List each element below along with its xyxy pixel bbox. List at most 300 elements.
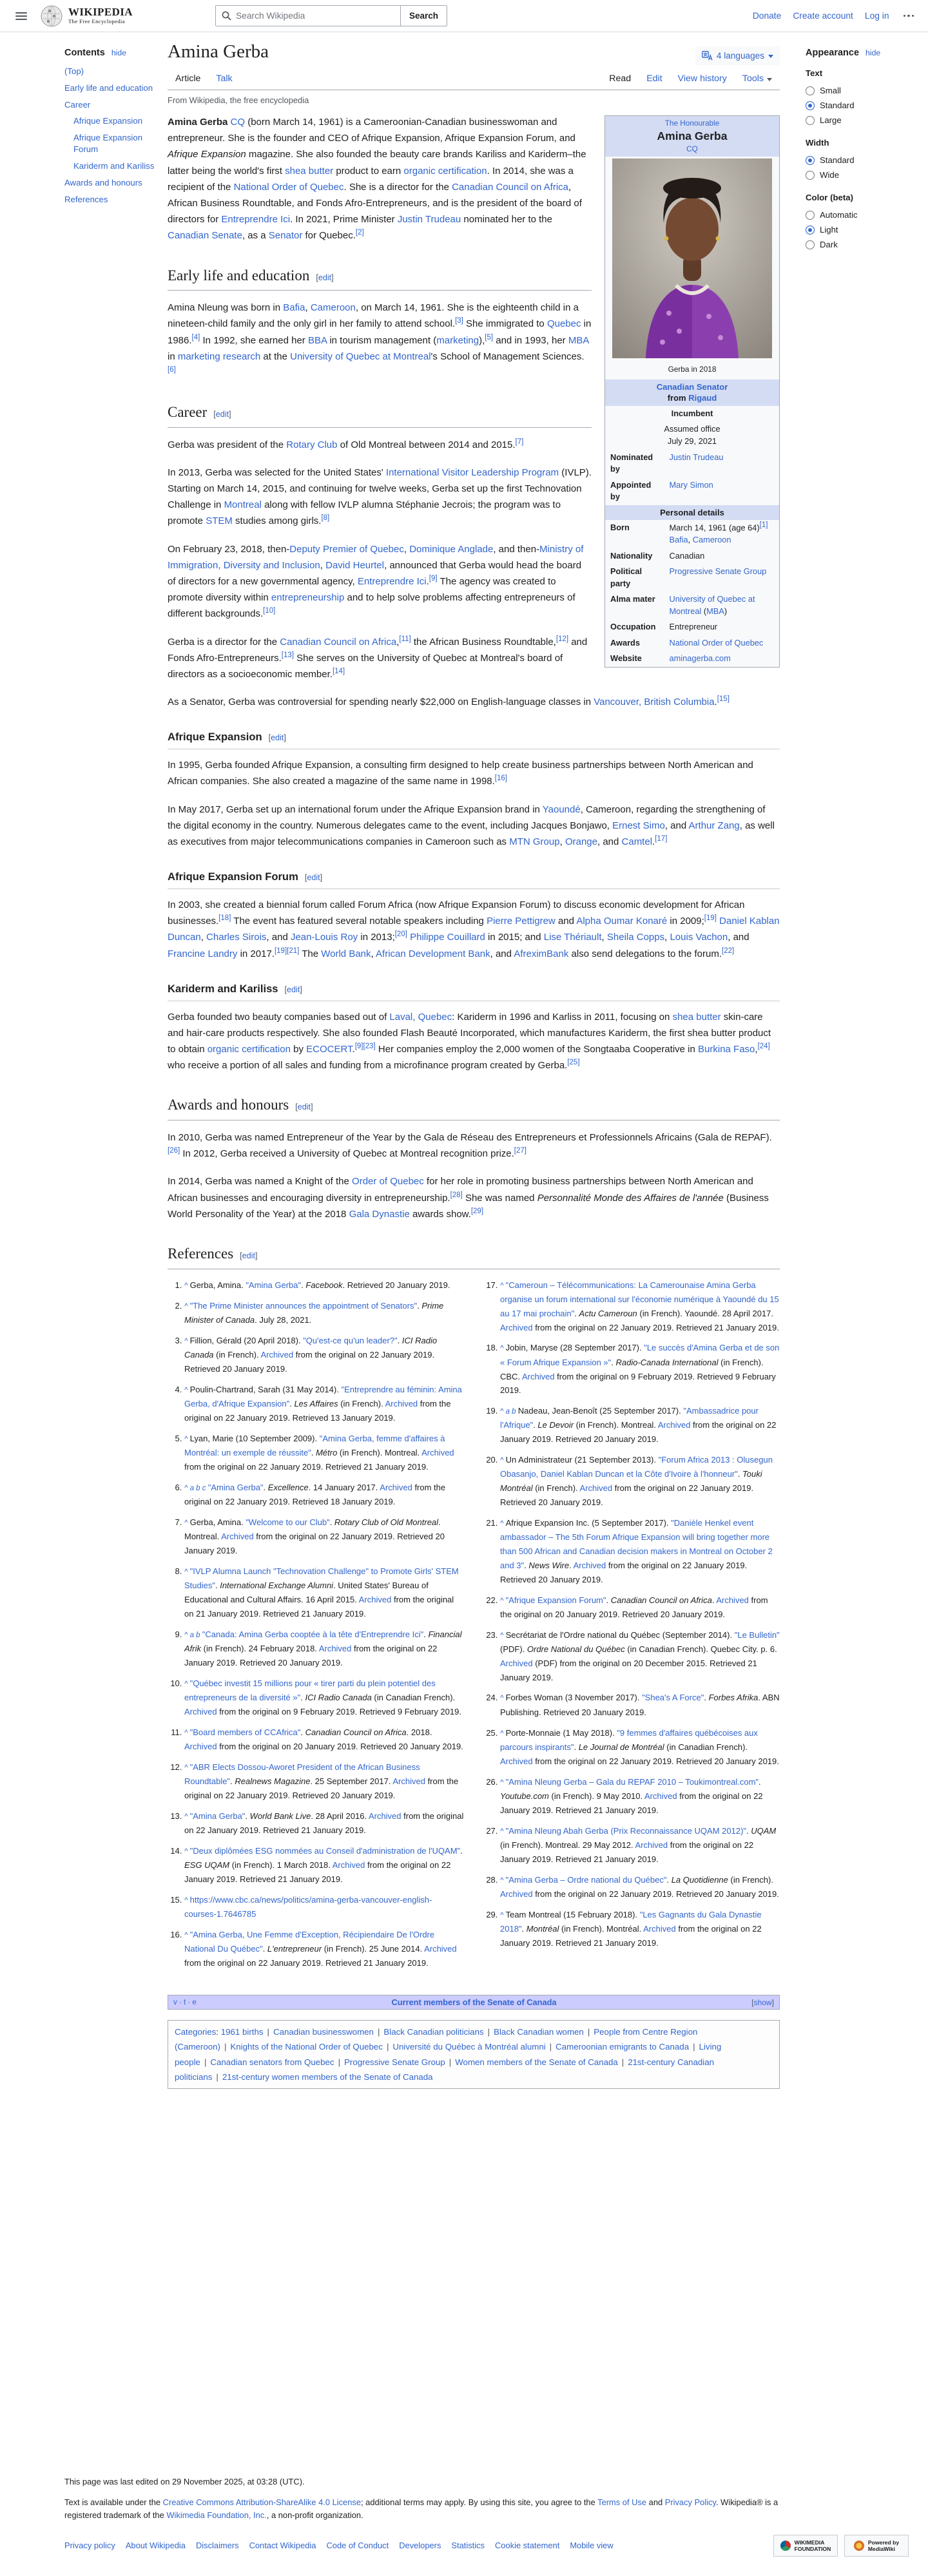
tab-article[interactable]: Article <box>175 73 201 84</box>
categories-label[interactable]: Categories <box>175 2027 217 2037</box>
wiki-link[interactable]: marketing research <box>177 351 261 362</box>
category-link[interactable]: 21st-century women members of the Senate of Canada <box>222 2071 433 2082</box>
reference-backlink[interactable]: ^ a b <box>184 1631 202 1639</box>
reference-backlink[interactable]: ^ <box>500 1827 506 1836</box>
radio-button[interactable] <box>806 211 815 220</box>
reference-backlink[interactable]: ^ <box>500 1729 506 1738</box>
infobox-value <box>664 619 780 635</box>
wiki-link[interactable]: shea butter <box>672 1011 721 1023</box>
wiki-link[interactable]: Rotary Club <box>286 439 338 450</box>
wiki-link[interactable]: "Cameroun – Télécommunications: La Camerounaise Amina Gerba organise un forum international sur l'économie numérique à Yaoundé du 15 au 17 mai prochain" <box>500 1280 779 1318</box>
citation-link[interactable]: [1] <box>759 521 768 530</box>
text-run: La Quotidienne <box>671 1874 728 1885</box>
edit-section-link[interactable]: [edit] <box>316 273 334 282</box>
wiki-link[interactable]: Canadian Council on Africa <box>280 636 397 648</box>
text-run: Secrétariat de l'Ordre national du Québec (September 2014). <box>505 1629 735 1640</box>
wiki-link[interactable]: Sheila Copps <box>606 932 665 943</box>
reference-backlink[interactable]: ^ <box>184 1338 190 1346</box>
category-link[interactable]: Cameroonian emigrants to Canada <box>556 2042 690 2052</box>
wiki-link[interactable]: International Visitor Leadership Program <box>385 466 559 478</box>
wiki-link[interactable]: Archived <box>260 1350 294 1360</box>
toc-hide-button[interactable]: hide <box>111 48 127 57</box>
text-run: , <box>559 836 565 847</box>
wiki-link[interactable]: Wikimedia Foundation, Inc. <box>166 2510 267 2520</box>
wiki-link[interactable]: Charles Sirois <box>206 932 267 943</box>
hamburger-icon[interactable] <box>12 6 31 26</box>
text-run: from the original on 22 January 2019. Retrieved 21 January 2019. <box>532 1322 779 1332</box>
reference-backlink[interactable]: ^ <box>184 1764 190 1772</box>
toc-item[interactable]: References <box>64 194 108 204</box>
citation-link[interactable]: [17] <box>655 834 668 843</box>
reference-backlink[interactable]: ^ <box>184 1848 190 1856</box>
citation-link[interactable]: [23] <box>363 1043 376 1050</box>
citation-link[interactable]: [26] <box>168 1147 180 1155</box>
footer-link[interactable]: Cookie statement <box>495 2541 560 2550</box>
wiki-link[interactable]: "Welcome to our Club" <box>246 1517 330 1528</box>
wiki-link[interactable]: Canadian Council on Africa <box>452 181 569 193</box>
wiki-link[interactable]: National Order of Quebec <box>669 637 764 648</box>
citation-link[interactable]: [14] <box>332 667 345 675</box>
wiki-link[interactable]: "Québec investit 15 millions pour « tirer parti du plein potentiel des entrepreneurs de la diversité »" <box>184 1678 436 1703</box>
citation-link[interactable]: [20] <box>394 930 407 939</box>
radio-button[interactable] <box>806 171 815 180</box>
category-link[interactable]: 1961 births <box>220 2027 264 2037</box>
wiki-link[interactable]: Ernest Simo <box>612 820 665 831</box>
tab-talk[interactable]: Talk <box>216 73 233 84</box>
table-of-contents <box>64 32 161 207</box>
portrait-photo[interactable] <box>612 159 772 358</box>
category-link[interactable]: Women members of the Senate of Canada <box>455 2057 618 2067</box>
citation-link[interactable]: [16] <box>494 774 507 783</box>
edit-section-link[interactable]: [edit] <box>213 410 231 419</box>
wiki-link[interactable]: Quebec <box>546 318 581 330</box>
languages-button[interactable] <box>695 46 780 65</box>
reference-backlink[interactable]: ^ <box>500 1911 506 1919</box>
wiki-link[interactable]: Orange <box>565 836 597 847</box>
wiki-link[interactable]: Pierre Pettigrew <box>487 916 556 927</box>
wiki-link[interactable]: Bafia <box>669 535 688 545</box>
wiki-link[interactable]: "The Prime Minister announces the appointment of Senators" <box>189 1300 418 1311</box>
wiki-link[interactable]: Archived <box>500 1756 533 1766</box>
wiki-link[interactable]: Archived <box>385 1399 418 1409</box>
citation-link[interactable]: [7] <box>515 437 524 446</box>
wiki-link[interactable]: Entreprendre Ici <box>221 214 291 226</box>
wiki-link[interactable]: aminagerba.com <box>669 653 731 664</box>
appearance-group <box>806 138 928 182</box>
citation-link[interactable]: [25] <box>567 1059 580 1067</box>
wiki-link[interactable]: Archived <box>500 1658 533 1668</box>
category-link[interactable]: Knights of the National Order of Quebec <box>230 2042 383 2052</box>
edit-section-link[interactable]: [edit] <box>268 733 286 743</box>
wiki-link[interactable]: "Amina Nleung Abah Gerba (Prix Reconnaissance UQAM 2012)" <box>505 1825 747 1836</box>
reference-backlink[interactable]: ^ <box>500 1695 506 1703</box>
search-button[interactable]: Search <box>401 5 447 26</box>
photo-caption: Gerba in 2018 <box>668 364 717 374</box>
tab-view-history[interactable]: View history <box>677 73 727 84</box>
citation-link[interactable]: [11] <box>399 635 411 643</box>
wiki-link[interactable]: Justin Trudeau <box>669 452 724 462</box>
wiki-link[interactable]: Archived <box>657 1420 691 1430</box>
reference-item <box>184 1628 464 1670</box>
wiki-link[interactable]: Archived <box>579 1483 613 1494</box>
wiki-link[interactable]: "Amina Gerba – Ordre national du Québec" <box>505 1874 667 1885</box>
wiki-link[interactable]: "Amina Gerba, Une Femme d'Exception, Récipiendaire De l'Ordre National Du Québec" <box>184 1930 435 1954</box>
category-link[interactable]: Université du Québec à Montréal alumni <box>392 2042 546 2052</box>
reference-backlink[interactable]: ^ a b c <box>184 1484 208 1492</box>
wiki-link[interactable]: Archived <box>424 1944 457 1954</box>
wiki-link[interactable]: World Bank <box>321 948 371 959</box>
reference-backlink[interactable]: ^ <box>500 1282 506 1290</box>
toc-item[interactable]: Career <box>64 99 91 110</box>
footer-link[interactable]: Privacy policy <box>64 2541 115 2550</box>
reference-backlink[interactable]: ^ <box>184 1812 190 1821</box>
text-run: , a non-profit organization. <box>266 2510 363 2520</box>
text-run: She serves on the University of Quebec at Montreal's board of directors as a socioeconomic member. <box>168 652 563 680</box>
wiki-link[interactable]: "ABR Elects Dossou-Aworet President of the African Business Roundtable" <box>184 1762 420 1787</box>
wiki-link[interactable]: Lise Thériault <box>543 932 602 943</box>
toc-item[interactable]: (Top) <box>64 66 84 76</box>
powered-by-mediawiki-badge[interactable]: Powered by MediaWiki <box>844 2535 909 2557</box>
radio-button[interactable] <box>806 116 815 125</box>
reference-backlink[interactable]: ^ <box>184 1386 190 1394</box>
radio-button[interactable] <box>806 156 815 165</box>
personal-details-header: Personal details <box>605 505 780 521</box>
wiki-link[interactable]: Entreprendre Ici <box>357 576 427 587</box>
edit-section-link[interactable]: [edit] <box>295 1102 313 1112</box>
wiki-link[interactable]: "Forum Africa 2013 : Olusegun Obasanjo, Daniel Kablan Duncan et la Côte d'Ivoire à l'honneur" <box>500 1455 773 1479</box>
toc-item[interactable]: Awards and honours <box>64 177 142 187</box>
reference-backlink[interactable]: ^ <box>184 1680 190 1688</box>
wiki-link[interactable]: MBA <box>706 606 724 616</box>
wiki-link[interactable]: David Heurtel <box>325 559 384 571</box>
wiki-link[interactable]: Alpha Oumar Konaré <box>576 916 668 927</box>
vte-links[interactable]: v · t · e <box>173 1998 197 2006</box>
category-link[interactable]: Canadian senators from Quebec <box>210 2057 334 2067</box>
text-run: , <box>305 302 311 314</box>
wiki-link[interactable]: Louis Vachon <box>670 932 728 943</box>
wiki-link[interactable]: "IVLP Alumna Launch "Technovation Challenge" to Promote Girls' STEM Studies" <box>184 1566 459 1591</box>
text-run: Ordre National du Québec <box>527 1644 625 1654</box>
category-link[interactable]: Canadian businesswomen <box>273 2027 374 2037</box>
tab-edit[interactable]: Edit <box>646 73 662 84</box>
category-link[interactable]: Black Canadian women <box>494 2027 584 2037</box>
wiki-link[interactable]: "Canada: Amina Gerba cooptée à la tête d'Entreprendre Ici" <box>202 1629 424 1639</box>
appearance-option-wide[interactable] <box>806 168 928 182</box>
navbox-show-button[interactable]: [show] <box>751 1997 774 2007</box>
wiki-link[interactable]: Vancouver, British Columbia <box>594 697 715 708</box>
footer-link[interactable]: Statistics <box>451 2541 485 2550</box>
wiki-link[interactable]: "Amina Gerba, femme d'affaires à Montréal: un exemple de réussite" <box>184 1433 445 1458</box>
wiki-link[interactable]: "Les Gagnants du Gala Dynastie 2018" <box>500 1909 762 1934</box>
reference-backlink[interactable]: ^ <box>184 1568 190 1577</box>
wiki-link[interactable]: Archived <box>635 1840 668 1850</box>
search-placeholder: Search Wikipedia <box>235 11 305 21</box>
wiki-link[interactable]: Archived <box>573 1560 606 1570</box>
citation-link[interactable]: [5] <box>485 333 494 341</box>
text-run: from the original on 20 January 2019. Retrieved 20 January 2019. <box>500 1595 768 1619</box>
wiki-link[interactable]: "Le Bulletin" <box>734 1629 780 1640</box>
radio-button[interactable] <box>806 101 815 110</box>
citation-link[interactable]: [19] <box>274 947 287 955</box>
toc-item[interactable]: Kariderm and Kariliss <box>73 160 155 171</box>
wiki-link[interactable]: "Deux diplômées ESG nommées au Conseil d'administration de l'UQAM" <box>189 1846 461 1856</box>
appearance-option-dark[interactable] <box>806 237 928 252</box>
wiki-link[interactable]: BBA <box>307 334 327 346</box>
wiki-link[interactable]: "Board members of CCAfrica" <box>189 1727 301 1737</box>
radio-button[interactable] <box>806 226 815 235</box>
reference-backlink[interactable]: ^ <box>184 1282 190 1290</box>
navbox-title-link[interactable]: Current members of the Senate of Canada <box>391 1997 557 2008</box>
wiki-link[interactable]: Archived <box>368 1811 401 1821</box>
wiki-link[interactable]: African Development Bank <box>376 948 490 959</box>
category-link[interactable]: Progressive Senate Group <box>344 2057 445 2067</box>
infobox-row <box>605 477 780 505</box>
reference-item <box>500 1593 780 1622</box>
wiki-link[interactable]: Archived <box>332 1860 365 1870</box>
wiki-link[interactable]: Archived <box>318 1644 352 1654</box>
heading-text: Career <box>168 404 208 421</box>
toc-item[interactable]: Early life and education <box>64 82 153 93</box>
wiki-link[interactable]: Cameroon <box>692 535 731 545</box>
wiki-link[interactable]: Canadian Senate <box>168 230 242 242</box>
reference-backlink[interactable]: ^ <box>184 1729 190 1737</box>
text-run: Poulin-Chartrand, Sarah (31 May 2014). <box>189 1384 342 1394</box>
appearance-option-automatic[interactable] <box>806 207 928 222</box>
reference-backlink[interactable]: ^ a b <box>500 1408 518 1416</box>
wiki-link[interactable]: Progressive Senate Group <box>669 566 767 577</box>
wiki-link[interactable]: ECOCERT <box>306 1044 353 1055</box>
reference-backlink[interactable]: ^ <box>500 1597 506 1605</box>
reference-backlink[interactable]: ^ <box>184 1302 190 1311</box>
wiki-link[interactable]: Archived <box>380 1482 412 1492</box>
wiki-link[interactable]: Jean-Louis Roy <box>290 932 358 943</box>
category-separator: | <box>587 2027 590 2037</box>
radio-label: Large <box>820 115 842 125</box>
wiki-link[interactable]: Archived <box>421 1448 454 1458</box>
text-run: (in French). <box>338 1399 385 1409</box>
wiki-link[interactable]: Rigaud <box>688 393 717 403</box>
wiki-link[interactable]: "Entreprendre au féminin: Amina Gerba, d'Afrique Expansion" <box>184 1384 462 1409</box>
wiki-link[interactable]: Creative Commons Attribution-ShareAlike 4.0 License <box>162 2497 362 2507</box>
appearance-option-standard[interactable] <box>806 98 928 113</box>
wiki-link[interactable]: Archived <box>643 1923 676 1934</box>
wiki-link[interactable]: MTN Group <box>509 836 560 847</box>
appearance-option-large[interactable] <box>806 113 928 128</box>
reference-item <box>184 1383 464 1425</box>
wiki-link[interactable]: "Amina Nleung Gerba – Gala du REPAF 2010 – Toukimontreal.com" <box>505 1776 759 1787</box>
wiki-link[interactable]: "Qu'est-ce qu'un leader?" <box>303 1336 398 1346</box>
toc-item[interactable]: Afrique Expansion <box>73 116 143 126</box>
category-link[interactable]: 21st-century Canadian politicians <box>175 2057 715 2082</box>
wiki-link[interactable]: National Order of Quebec <box>233 181 344 193</box>
reference-backlink[interactable]: ^ <box>184 1435 190 1443</box>
wiki-link[interactable]: Gala Dynastie <box>349 1208 410 1220</box>
wiki-link[interactable]: "Amina Gerba" <box>189 1811 246 1821</box>
text-run: . <box>711 1595 717 1605</box>
appearance-option-light[interactable] <box>806 222 928 237</box>
wiki-link[interactable]: https://www.cbc.ca/news/politics/amina-gerba-vancouver-english-courses-1.7646785 <box>184 1894 432 1919</box>
wiki-link[interactable]: Ministry of Immigration, Diversity and Inclusion <box>168 543 584 571</box>
tab-read[interactable]: Read <box>609 73 632 84</box>
wiki-link[interactable]: "Ambassadrice pour l'Afrique" <box>500 1406 759 1430</box>
reference-backlink[interactable]: ^ <box>500 1631 506 1640</box>
citation-link[interactable]: [18] <box>218 914 231 923</box>
wiki-link[interactable]: Archived <box>500 1322 533 1332</box>
wiki-link[interactable]: MBA <box>568 334 589 346</box>
wiki-link[interactable]: Archived <box>644 1791 677 1801</box>
wiki-link[interactable]: Laval, Quebec <box>389 1011 452 1023</box>
wiki-link[interactable]: Cameroon <box>310 302 356 314</box>
appearance-option-small[interactable] <box>806 83 928 98</box>
wiki-link[interactable]: Bafia <box>283 302 305 314</box>
tab-tools[interactable]: Tools <box>735 68 780 90</box>
wikipedia-logo[interactable] <box>40 5 133 28</box>
category-separator: | <box>204 2057 207 2067</box>
wiki-link[interactable]: marketing <box>436 334 479 346</box>
wiki-link[interactable]: Terms of Use <box>597 2497 647 2507</box>
postnominal-link[interactable]: CQ <box>686 144 698 154</box>
text-run: L'entrepreneur <box>267 1944 322 1954</box>
radio-label: Standard <box>820 101 855 110</box>
wiki-link[interactable]: AfreximBank <box>514 948 569 959</box>
appearance-group <box>806 193 928 252</box>
wiki-link[interactable]: organic certification <box>207 1044 291 1055</box>
footer-link[interactable]: About Wikipedia <box>125 2541 186 2550</box>
citation-link[interactable]: [15] <box>717 695 730 704</box>
reference-backlink[interactable]: ^ <box>500 1778 506 1787</box>
citation-link[interactable]: [12] <box>556 635 569 643</box>
wiki-link[interactable]: Privacy Policy <box>664 2497 717 2507</box>
citation-link[interactable]: [22] <box>722 947 735 955</box>
wiki-link[interactable]: "Danièle Henkel event ambassador – The 5th Forum Afrique Expansion will bring together more than 500 African and Canadian decision makers in Montreal on October 2 and 3" <box>500 1517 773 1570</box>
footer-link[interactable]: Disclaimers <box>195 2541 239 2550</box>
wiki-link[interactable]: Canadian Senator <box>656 381 728 392</box>
wiki-link[interactable]: Order of Quebec <box>352 1176 424 1187</box>
wiki-link[interactable]: University of Quebec at Montreal <box>669 594 755 616</box>
reference-backlink[interactable]: ^ <box>500 1519 506 1528</box>
ellipsis-icon[interactable] <box>901 12 917 20</box>
citation-link[interactable]: [9] <box>354 1043 363 1050</box>
wiki-link[interactable]: Justin Trudeau <box>397 214 461 226</box>
wiki-link[interactable]: Camtel <box>621 836 653 847</box>
search-input[interactable] <box>215 5 401 26</box>
text-run: . <box>245 1811 250 1821</box>
wiki-link[interactable]: Archived <box>184 1706 217 1716</box>
reference-backlink[interactable]: ^ <box>184 1519 190 1528</box>
wiki-link[interactable]: "Le succès d'Amina Gerba et de son « Forum Afrique Expansion »" <box>500 1343 780 1367</box>
category-link[interactable]: Living people <box>175 2042 722 2067</box>
wiki-link[interactable]: Senator <box>268 230 303 242</box>
citation-link[interactable]: [28] <box>450 1191 463 1199</box>
appearance-hide-button[interactable]: hide <box>865 48 881 57</box>
wiki-link[interactable]: Dominique Anglade <box>409 543 494 555</box>
wiki-link[interactable]: organic certification <box>403 165 487 177</box>
appearance-option-standard[interactable] <box>806 153 928 168</box>
wiki-link[interactable]: shea butter <box>285 165 334 177</box>
wiki-link[interactable]: Philippe Couillard <box>410 932 485 943</box>
reference-backlink[interactable]: ^ <box>500 1457 506 1465</box>
citation-link[interactable]: [29] <box>470 1207 484 1215</box>
wiki-link[interactable]: Archived <box>392 1776 425 1787</box>
donate-link[interactable]: Donate <box>752 11 782 21</box>
reference-backlink[interactable]: ^ <box>184 1896 190 1905</box>
wiki-link[interactable]: Burkina Faso <box>698 1044 755 1055</box>
wiki-link[interactable]: Archived <box>358 1595 392 1605</box>
wiki-link[interactable]: Francine Landry <box>168 948 238 959</box>
text-run: Canadian Council on Africa <box>305 1727 407 1737</box>
citation-link[interactable]: [4] <box>191 333 200 341</box>
citation-link[interactable]: [21] <box>287 947 300 955</box>
edit-section-link[interactable]: [edit] <box>304 873 323 883</box>
text-run: (in Canadian French). <box>664 1742 748 1752</box>
radio-button[interactable] <box>806 86 815 95</box>
text-run: Text is available under the <box>64 2497 163 2507</box>
wiki-link[interactable]: Archived <box>521 1371 555 1381</box>
wiki-link[interactable]: Montreal <box>224 499 262 511</box>
wiki-link[interactable]: "9 femmes d'affaires québécoises aux parcours inspirants" <box>500 1727 758 1752</box>
honorific-link[interactable]: The Honourable <box>664 119 720 128</box>
footer-link[interactable]: Code of Conduct <box>326 2541 389 2550</box>
login-link[interactable]: Log in <box>864 11 889 21</box>
radio-button[interactable] <box>806 240 815 249</box>
wiki-link[interactable]: "Amina Gerba" <box>208 1482 264 1492</box>
wiki-link[interactable]: STEM <box>206 515 233 527</box>
footer-link[interactable]: Mobile view <box>570 2541 614 2550</box>
wiki-link[interactable]: Archived <box>221 1532 254 1542</box>
wikimedia-foundation-badge[interactable]: WIKIMEDIA FOUNDATION <box>773 2535 838 2557</box>
wiki-link[interactable]: Daniel Kablan Duncan <box>168 916 780 943</box>
reference-backlink[interactable]: ^ <box>500 1876 506 1885</box>
citation-link[interactable]: [10] <box>263 607 276 615</box>
footer-link[interactable]: Contact Wikipedia <box>249 2541 316 2550</box>
wiki-link[interactable]: CQ <box>230 117 246 128</box>
citation-link[interactable]: [8] <box>321 514 330 523</box>
citation-link[interactable]: [24] <box>757 1043 770 1050</box>
reference-backlink[interactable]: ^ <box>184 1932 190 1940</box>
category-link[interactable]: People from Centre Region (Cameroon) <box>175 2027 698 2052</box>
category-link[interactable]: Black Canadian politicians <box>383 2027 484 2037</box>
citation-link[interactable]: [13] <box>281 651 294 659</box>
wiki-link[interactable]: "Shea's A Force" <box>642 1693 704 1703</box>
citation-link[interactable]: [27] <box>514 1147 527 1155</box>
wiki-link[interactable]: University of Quebec at Montreal <box>290 351 431 362</box>
footer-link[interactable]: Developers <box>399 2541 441 2550</box>
reference-item <box>500 1404 780 1447</box>
wiki-link[interactable]: Yaoundé <box>542 803 581 815</box>
citation-link[interactable]: [3] <box>455 317 463 325</box>
citation-link[interactable]: [19] <box>704 914 717 923</box>
text-run: from the original on 22 January 2019. Retrieved 20 January 2019. <box>184 1350 435 1374</box>
citation-link[interactable]: [9] <box>429 575 438 582</box>
wiki-link[interactable]: entrepreneurship <box>271 592 345 604</box>
citation-link[interactable]: [2] <box>355 229 364 237</box>
wiki-link[interactable]: Arthur Zang <box>688 820 740 831</box>
reference-item <box>500 1908 780 1950</box>
citation-link[interactable]: [6] <box>168 365 176 374</box>
edit-section-link[interactable]: [edit] <box>240 1251 258 1260</box>
toc-item[interactable]: Afrique Expansion Forum <box>73 133 143 155</box>
wiki-link[interactable]: Deputy Premier of Quebec <box>289 543 404 555</box>
create-account-link[interactable]: Create account <box>793 11 853 21</box>
wiki-link[interactable]: "Afrique Expansion Forum" <box>505 1595 606 1605</box>
wiki-link[interactable]: Archived <box>500 1889 533 1899</box>
wiki-link[interactable]: Mary Simon <box>669 479 713 490</box>
wiki-link[interactable]: "Amina Gerba" <box>246 1280 302 1290</box>
wiki-link[interactable]: Archived <box>716 1595 749 1605</box>
reference-backlink[interactable]: ^ <box>500 1345 506 1353</box>
wiki-link[interactable]: Archived <box>184 1742 217 1752</box>
edit-section-link[interactable]: [edit] <box>284 985 302 994</box>
